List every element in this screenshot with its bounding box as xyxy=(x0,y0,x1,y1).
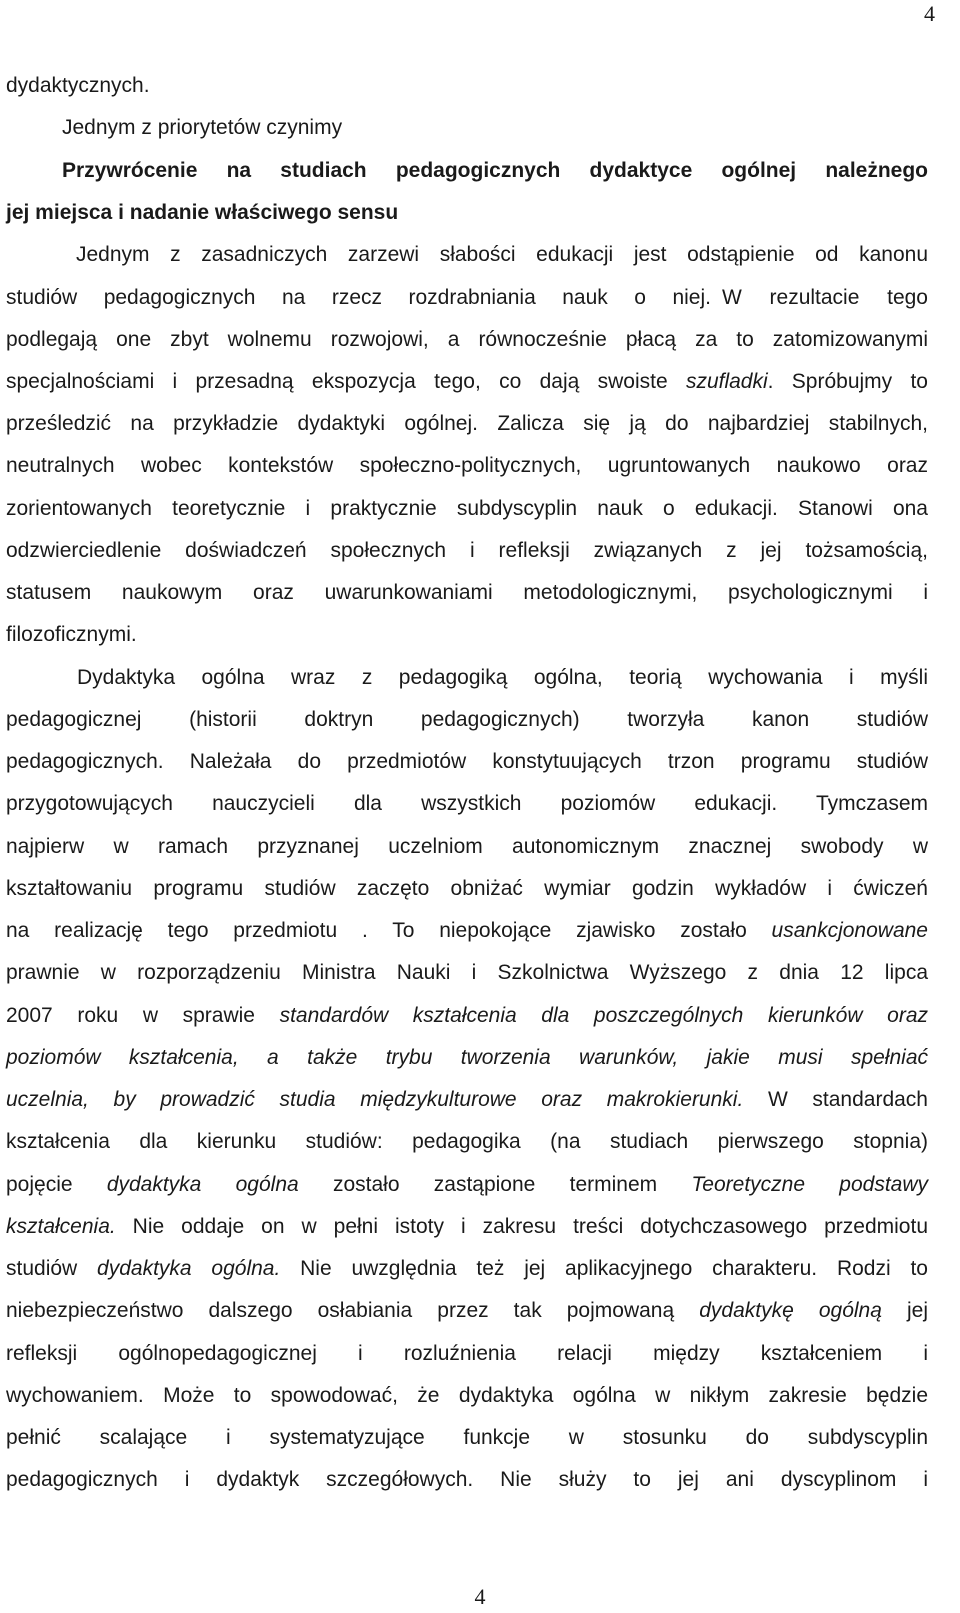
text-run: szufladki xyxy=(685,370,768,393)
text-line xyxy=(6,73,406,99)
text-run: dydaktyka ogólna xyxy=(106,1173,299,1196)
text-line xyxy=(6,1003,928,1029)
page-number-bottom xyxy=(0,1584,960,1610)
text-run: kształtowaniu programu studiów zaczęto obniżać wymiar godzin wykładów i ćwiczeń xyxy=(6,877,928,900)
text-line xyxy=(62,158,928,184)
text-run: kształcenia. xyxy=(6,1215,116,1238)
text-run: jej xyxy=(881,1299,928,1322)
text-run: zostało zastąpione terminem xyxy=(298,1173,692,1196)
text-line xyxy=(77,665,928,691)
text-line xyxy=(6,1256,928,1282)
text-run: podlegają one zbyt wolnemu rozwojowi, a równocześnie płacą za to zatomizowanymi xyxy=(6,328,928,351)
text-line xyxy=(6,496,928,522)
text-line xyxy=(6,1383,928,1409)
text-run: Jednym z zasadniczych zarzewi słabości edukacji jest odstąpienie od kanonu xyxy=(76,243,928,266)
text-run: Jednym z priorytetów czynimy xyxy=(62,116,343,139)
text-line xyxy=(6,791,928,817)
text-run: W standardach xyxy=(743,1088,928,1111)
page-number-bottom-label: 4 xyxy=(474,1584,486,1609)
text-run: neutralnych wobec kontekstów społeczno-politycznych, ugruntowanych naukowo oraz xyxy=(6,454,928,477)
text-run: Nie uwzględnia też jej aplikacyjnego charakteru. Rodzi to xyxy=(280,1257,928,1280)
text-run: Nie oddaje on w pełni istoty i zakresu treści dotychczasowego przedmiotu xyxy=(115,1215,928,1238)
text-run: uczelnia, by prowadzić studia międzykulturowe oraz makrokierunki. xyxy=(6,1088,744,1111)
text-line xyxy=(6,707,928,733)
text-line xyxy=(722,285,928,311)
text-line xyxy=(6,285,711,311)
text-line xyxy=(76,242,928,268)
text-run: statusem naukowym oraz uwarunkowaniami metodologicznymi, psychologicznymi i xyxy=(6,581,928,604)
text-run: specjalnościami i przesadną ekspozycja tego, co dają swoiste xyxy=(6,370,686,393)
text-run: jej miejsca i nadanie właściwego sensu xyxy=(6,201,399,224)
text-run: dydaktykę ogólną xyxy=(699,1299,882,1322)
text-run: Teoretyczne podstawy xyxy=(691,1173,928,1196)
text-line xyxy=(6,538,928,564)
text-run: usankcjonowane xyxy=(771,919,928,942)
text-run: 2007 roku w sprawie xyxy=(6,1004,280,1027)
text-run: zorientowanych teoretycznie i praktycznie subdyscyplin nauk o edukacji. Stanowi ona xyxy=(6,497,928,520)
text-line xyxy=(6,622,306,648)
text-run: Dydaktyka ogólna wraz z pedagogiką ogólna, teorią wychowania i myśli xyxy=(77,666,928,689)
text-line xyxy=(6,918,928,944)
text-line xyxy=(6,1298,928,1324)
text-line xyxy=(6,1087,928,1113)
text-run: Przywrócenie na studiach pedagogicznych dydaktyce ogólnej należnego xyxy=(62,159,928,182)
text-line xyxy=(6,834,928,860)
text-line xyxy=(6,369,928,395)
text-run: niebezpieczeństwo dalszego osłabiania przez tak pojmowaną xyxy=(6,1299,700,1322)
text-run: przygotowujących nauczycieli dla wszystkich poziomów edukacji. Tymczasem xyxy=(6,792,928,815)
text-run: refleksji ogólnopedagogicznej i rozluźnienia relacji między kształceniem i xyxy=(6,1342,928,1365)
text-run: prawnie w rozporządzeniu Ministra Nauki i Szkolnictwa Wyższego z dnia 12 lipca xyxy=(6,961,928,984)
page-number-top: 4 xyxy=(924,1,935,26)
text-run: prześledzić na przykładzie dydaktyki ogólnej. Zalicza się ją do najbardziej stabilnych, xyxy=(6,412,928,435)
text-line xyxy=(6,1129,928,1155)
text-line xyxy=(6,876,928,902)
text-line xyxy=(6,1172,928,1198)
text-line xyxy=(6,200,606,226)
text-line xyxy=(6,960,928,986)
text-run: poziomów kształcenia, a także trybu tworzenia warunków, jakie musi spełniać xyxy=(6,1046,928,1069)
text-run: pedagogicznych. Należała do przedmiotów konstytuujących trzon programu studiów xyxy=(6,750,928,773)
text-run: kształcenia dla kierunku studiów: pedagogika (na studiach pierwszego stopnia) xyxy=(6,1130,928,1153)
text-run: pedagogicznej (historii doktryn pedagogicznych) tworzyła kanon studiów xyxy=(6,708,928,731)
text-run: odzwierciedlenie doświadczeń społecznych i refleksji związanych z jej tożsamością, xyxy=(6,539,928,562)
text-run: W rezultacie tego xyxy=(722,286,928,309)
text-line xyxy=(6,1214,928,1240)
text-run: studiów xyxy=(6,1257,98,1280)
text-run: studiów pedagogicznych na rzecz rozdrabniania nauk o niej. xyxy=(6,286,711,309)
text-run: pojęcie xyxy=(6,1173,107,1196)
text-line xyxy=(6,411,928,437)
text-run: dydaktyka ogólna. xyxy=(97,1257,281,1280)
text-line xyxy=(6,453,928,479)
text-run: pełnić scalające i systematyzujące funkcje w stosunku do subdyscyplin xyxy=(6,1426,928,1449)
text-run: na realizację tego przedmiotu . To niepokojące zjawisko zostało xyxy=(6,919,772,942)
text-line xyxy=(6,1341,928,1367)
text-line xyxy=(6,749,928,775)
text-run: standardów kształcenia dla poszczególnych kierunków oraz xyxy=(279,1004,928,1027)
text-line xyxy=(6,1425,928,1451)
text-run: filozoficznymi. xyxy=(6,623,137,646)
text-run: najpierw w ramach przyznanej uczelniom autonomicznym znacznej swobody w xyxy=(6,835,928,858)
text-line xyxy=(62,115,562,141)
text-line xyxy=(6,580,928,606)
text-line xyxy=(6,1467,928,1493)
text-line xyxy=(6,327,928,353)
text-line xyxy=(6,1045,928,1071)
text-run: pedagogicznych i dydaktyk szczegółowych. Nie służy to jej ani dyscyplinom i xyxy=(6,1468,928,1491)
text-run: . Spróbujmy to xyxy=(767,370,928,393)
text-run: wychowaniem. Może to spowodować, że dydaktyka ogólna w nikłym zakresie będzie xyxy=(6,1384,928,1407)
text-run: dydaktycznych. xyxy=(6,74,150,97)
